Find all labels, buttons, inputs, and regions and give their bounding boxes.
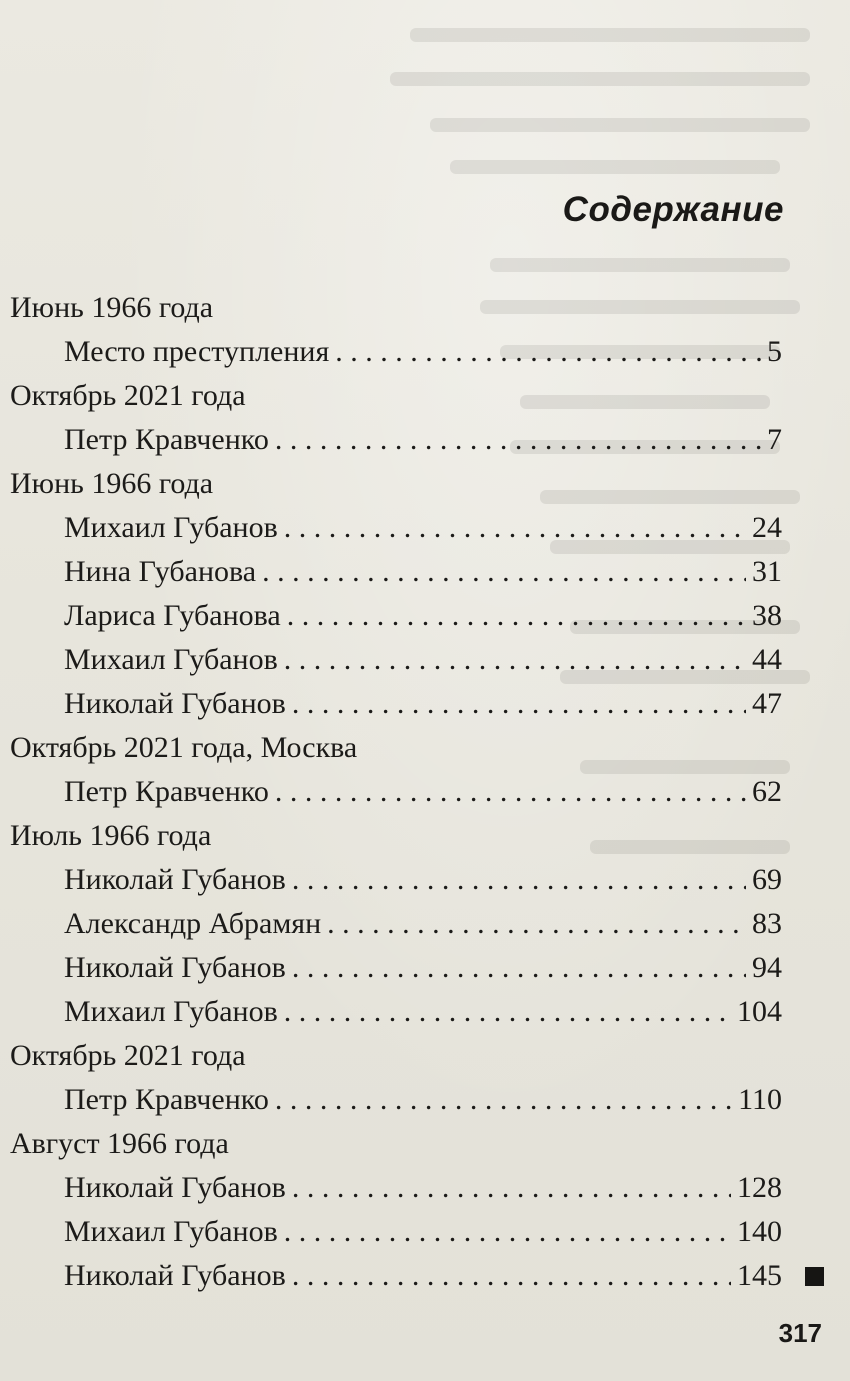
toc-entry: [10, 638, 782, 682]
dot-leader: [275, 1078, 732, 1122]
toc-entry: [10, 682, 782, 726]
page-number: 317: [778, 1318, 822, 1348]
toc-entry-title: Петр Кравченко: [64, 423, 269, 456]
toc-entry-title: Николай Губанов: [64, 1259, 286, 1292]
toc-entry-page: 69: [752, 863, 782, 896]
toc-entry: [10, 946, 782, 990]
dot-leader: [292, 1254, 731, 1298]
toc-entry-page: 47: [752, 687, 782, 720]
toc-section-heading: Июнь 1966 года: [10, 291, 214, 324]
dot-leader: [284, 990, 731, 1034]
toc-entry: [10, 858, 782, 902]
toc-entry-title: Петр Кравченко: [64, 775, 269, 808]
toc-entry-title: Место преступления: [64, 335, 330, 368]
dot-leader: [292, 858, 746, 902]
dot-leader: [275, 418, 761, 462]
toc-heading: Содержание: [562, 190, 784, 229]
toc-entry-page: 38: [752, 599, 782, 632]
dot-leader: [292, 1166, 731, 1210]
toc-entry-title: Нина Губанова: [64, 555, 257, 588]
toc-entry: [10, 594, 782, 638]
toc-section-heading: Июль 1966 года: [10, 819, 212, 852]
toc-entry-page: 83: [752, 907, 782, 940]
dot-leader: [284, 638, 746, 682]
toc-entry: [10, 1166, 782, 1210]
toc-entry-title: Петр Кравченко: [64, 1083, 269, 1116]
toc-entry: [10, 990, 782, 1034]
toc-entry: [10, 506, 782, 550]
toc-entry: [10, 418, 782, 462]
end-square-icon: [805, 1267, 824, 1286]
toc-entry-title: Лариса Губанова: [64, 599, 281, 632]
toc-section-heading: Июнь 1966 года: [10, 467, 214, 500]
dot-leader: [292, 946, 746, 990]
toc-entry: [10, 1078, 782, 1122]
dot-leader: [327, 902, 746, 946]
toc-entry-title: Михаил Губанов: [64, 1215, 278, 1248]
toc-entry-title: Николай Губанов: [64, 951, 286, 984]
dot-leader: [287, 594, 746, 638]
toc-entry-title: Николай Губанов: [64, 687, 286, 720]
toc-entry-title: Александр Абрамян: [64, 907, 322, 940]
toc-entry-page: 145: [737, 1259, 782, 1292]
dot-leader: [292, 682, 746, 726]
toc-entry: [10, 550, 782, 594]
toc-entry-page: 110: [738, 1083, 782, 1116]
toc-section-heading: Октябрь 2021 года: [10, 1039, 246, 1072]
toc-entry-page: 128: [737, 1171, 782, 1204]
toc-entry-page: 62: [752, 775, 782, 808]
table-of-contents: [10, 286, 782, 1298]
toc-section-heading: Август 1966 года: [10, 1127, 229, 1160]
toc-entry: [10, 770, 782, 814]
toc-entry-page: 140: [737, 1215, 782, 1248]
toc-entry-title: Николай Губанов: [64, 1171, 286, 1204]
toc-entry-page: 24: [752, 511, 782, 544]
toc-entry: [10, 1254, 782, 1298]
toc-entry-title: Михаил Губанов: [64, 511, 278, 544]
toc-entry: [10, 330, 782, 374]
dot-leader: [284, 506, 746, 550]
toc-entry-title: Николай Губанов: [64, 863, 286, 896]
toc-entry-title: Михаил Губанов: [64, 995, 278, 1028]
toc-entry-page: 5: [767, 335, 782, 368]
dot-leader: [275, 770, 746, 814]
dot-leader: [335, 330, 761, 374]
toc-section-heading: Октябрь 2021 года, Москва: [10, 731, 358, 764]
dot-leader: [284, 1210, 731, 1254]
dot-leader: [262, 550, 746, 594]
toc-entry-page: 94: [752, 951, 782, 984]
toc-section-heading: Октябрь 2021 года: [10, 379, 246, 412]
toc-entry-page: 104: [737, 995, 782, 1028]
toc-entry-page: 7: [767, 423, 782, 456]
toc-entry-page: 44: [752, 643, 782, 676]
toc-entry: [10, 902, 782, 946]
toc-entry-page: 31: [752, 555, 782, 588]
toc-entry-title: Михаил Губанов: [64, 643, 278, 676]
toc-entry: [10, 1210, 782, 1254]
